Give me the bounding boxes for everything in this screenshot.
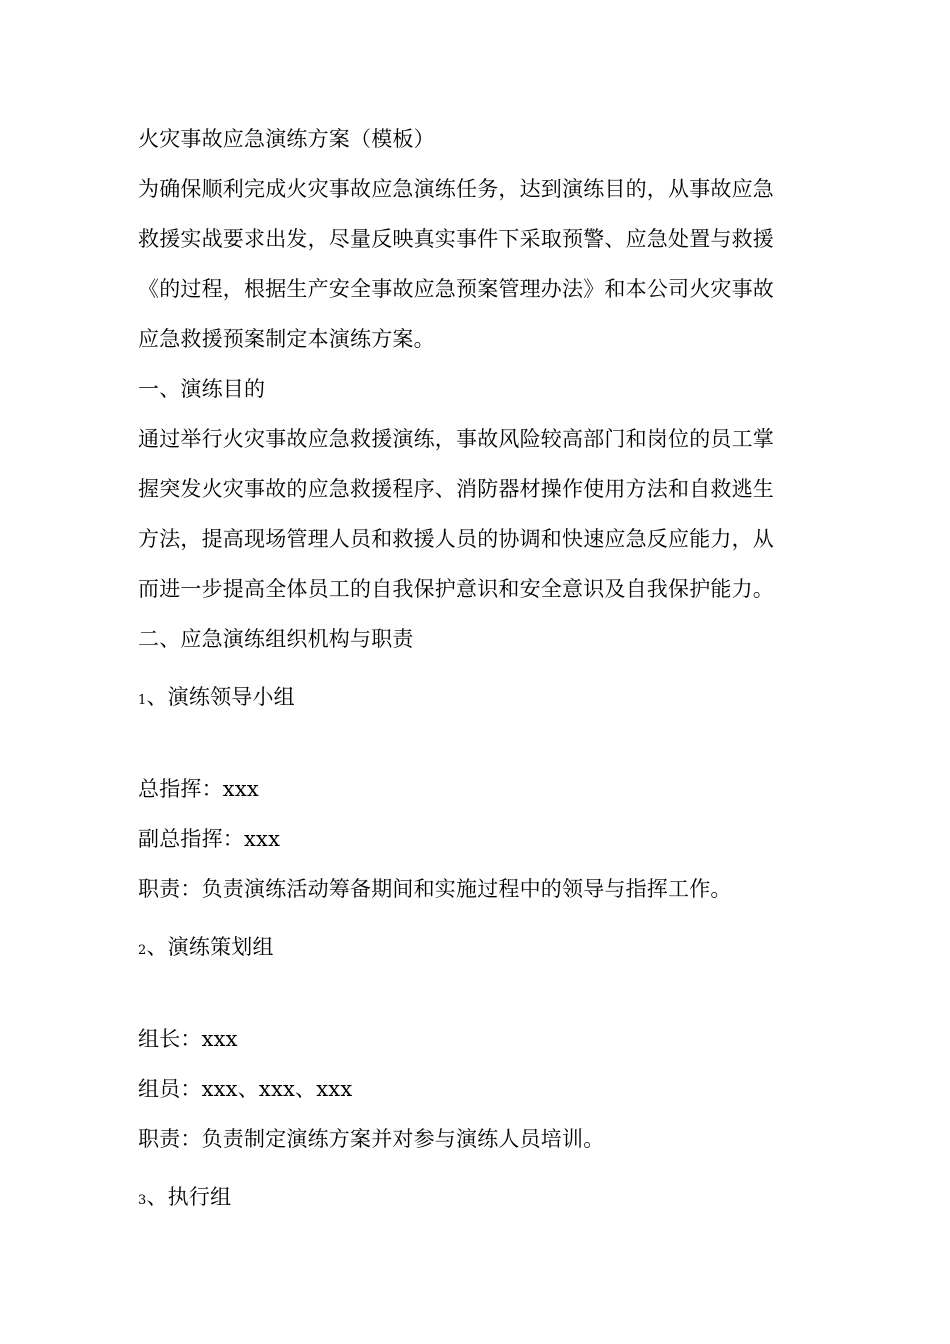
section1-line-3: 方法，提高现场管理人员和救援人员的协调和快速应急反应能力，从 [138,527,774,551]
group2-number: 2 [138,943,147,958]
group2-heading [138,932,818,966]
group1-heading [138,682,818,716]
document-title: 火灾事故应急演练方案（模板） [138,127,435,151]
group3-heading [138,1182,818,1216]
group1-deputy: 副总指挥：xxx [138,827,281,851]
group1-number: 1 [138,693,147,708]
section1-heading: 一、演练目的 [138,377,266,401]
group3-title: 、执行组 [146,1185,232,1209]
intro-line-4: 应急救援预案制定本演练方案。 [138,327,435,351]
group2-leader: 组长：xxx [138,1027,238,1051]
group2-members: 组员：xxx、xxx、xxx [138,1077,353,1101]
group2-duty: 职责：负责制定演练方案并对参与演练人员培训。 [138,1127,605,1151]
intro-line-3: 《的过程，根据生产安全事故应急预案管理办法》和本公司火灾事故 [138,277,774,301]
group3-number: 3 [138,1193,147,1208]
group1-title: 、演练领导小组 [146,685,295,709]
section1-line-1: 通过举行火灾事故应急救援演练，事故风险较高部门和岗位的员工掌 [138,427,774,451]
group2-title: 、演练策划组 [146,935,274,959]
section1-line-2: 握突发火灾事故的应急救援程序、消防器材操作使用方法和自救逃生 [138,477,774,501]
intro-line-2: 救援实战要求出发，尽量反映真实事件下采取预警、应急处置与救援 [138,227,774,251]
group1-duty: 职责：负责演练活动筹备期间和实施过程中的领导与指挥工作。 [138,877,732,901]
section1-line-4: 而进一步提高全体员工的自我保护意识和安全意识及自我保护能力。 [138,577,774,601]
group1-chief: 总指挥：xxx [138,777,259,801]
section2-heading: 二、应急演练组织机构与职责 [138,627,414,651]
intro-line-1: 为确保顺利完成火灾事故应急演练任务，达到演练目的，从事故应急 [138,177,774,201]
